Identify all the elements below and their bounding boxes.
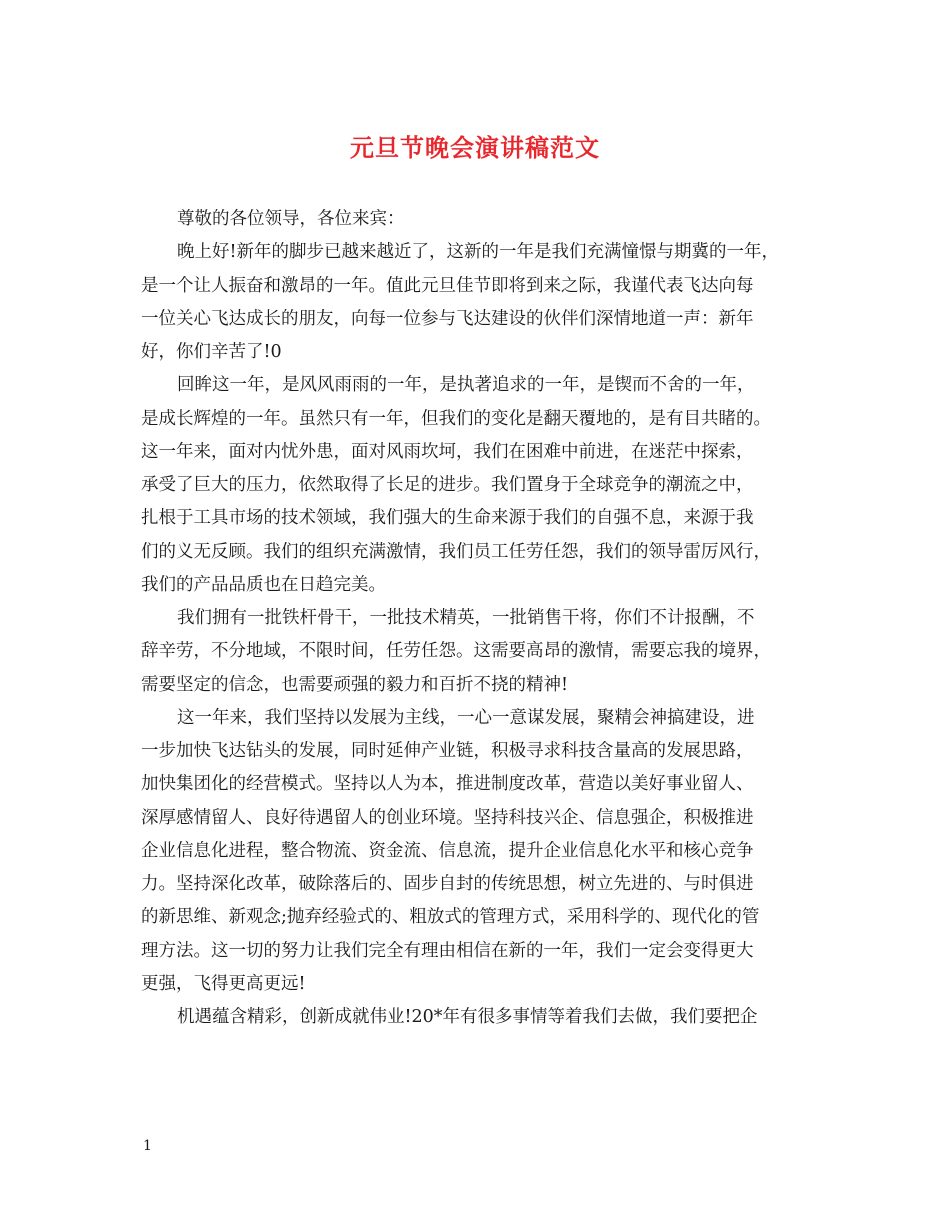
text-line: 辞辛劳，不分地域，不限时间，任劳任怨。这需要高昂的激情，需要忘我的境界，: [141, 641, 771, 662]
text-line: 尊敬的各位领导，各位来宾：: [177, 209, 405, 229]
document-title: 元旦节晚会演讲稿范文: [350, 133, 600, 162]
text-line: 这一年来，我们坚持以发展为主线，一心一意谋发展，聚精会神搞建设，进: [177, 707, 755, 728]
text-line: 一位关心飞达成长的朋友，向每一位参与飞达建设的伙伴们深情地道一声：新年: [141, 308, 754, 329]
text-line: 是一个让人振奋和激昂的一年。值此元旦佳节即将到来之际，我谨代表飞达向每: [141, 275, 754, 296]
text-line: 理方法。这一切的努力让我们完全有理由相信在新的一年，我们一定会变得更大: [141, 940, 754, 961]
text-line: 需要坚定的信念，也需要顽强的毅力和百折不挠的精神!: [141, 674, 569, 695]
text-line: 承受了巨大的压力，依然取得了长足的进步。我们置身于全球竞争的潮流之中，: [141, 475, 754, 495]
text-line: 更强，飞得更高更远!: [141, 973, 306, 994]
text-line: 一步加快飞达钻头的发展，同时延伸产业链，积极寻求科技含量高的发展思路，: [141, 741, 754, 761]
text-line: 我们的产品品质也在日趋完美。: [141, 574, 386, 595]
text-line: 深厚感情留人、良好待遇留人的创业环境。坚持科技兴企、信息强企，积极推进: [141, 807, 754, 828]
text-line: 加快集团化的经营模式。坚持以人为本，推进制度改革，营造以美好事业留人、: [141, 774, 754, 795]
text-line: 扎根于工具市场的技术领域，我们强大的生命来源于我们的自强不息，来源于我: [141, 508, 754, 529]
text-line: 们的义无反顾。我们的组织充满激情，我们员工任劳任怨，我们的领导雷厉风行，: [141, 541, 771, 562]
text-line: 是成长辉煌的一年。虽然只有一年，但我们的变化是翻天覆地的，是有目共睹的。: [141, 408, 771, 429]
text-line: 企业信息化进程，整合物流、资金流、信息流，提升企业信息化水平和核心竞争: [141, 840, 754, 861]
text-line: 力。坚持深化改革，破除落后的、固步自封的传统思想，树立先进的、与时俱进: [141, 874, 754, 894]
text-line: 的新思维、新观念;抛弃经验式的、粗放式的管理方式，采用科学的、现代化的管: [141, 907, 760, 928]
text-line: 好，你们辛苦了!0: [141, 342, 282, 362]
document-body: [141, 203, 811, 1034]
text-line: 机遇蕴含精彩，创新成就伟业!20*年有很多事情等着我们去做，我们要把企: [177, 1007, 758, 1027]
text-line: 这一年来，面对内忧外患，面对风雨坎坷，我们在困难中前进，在迷茫中探索，: [141, 441, 754, 462]
text-line: 我们拥有一批铁杆骨干，一批技术精英，一批销售干将，你们不计报酬，不: [177, 608, 755, 628]
text-line: 晚上好!新年的脚步已越来越近了，这新的一年是我们充满憧憬与期冀的一年，: [177, 242, 780, 263]
text-line: 回眸这一年，是风风雨雨的一年，是执著追求的一年，是锲而不舍的一年，: [177, 375, 755, 396]
page-number: 1: [143, 1138, 152, 1154]
